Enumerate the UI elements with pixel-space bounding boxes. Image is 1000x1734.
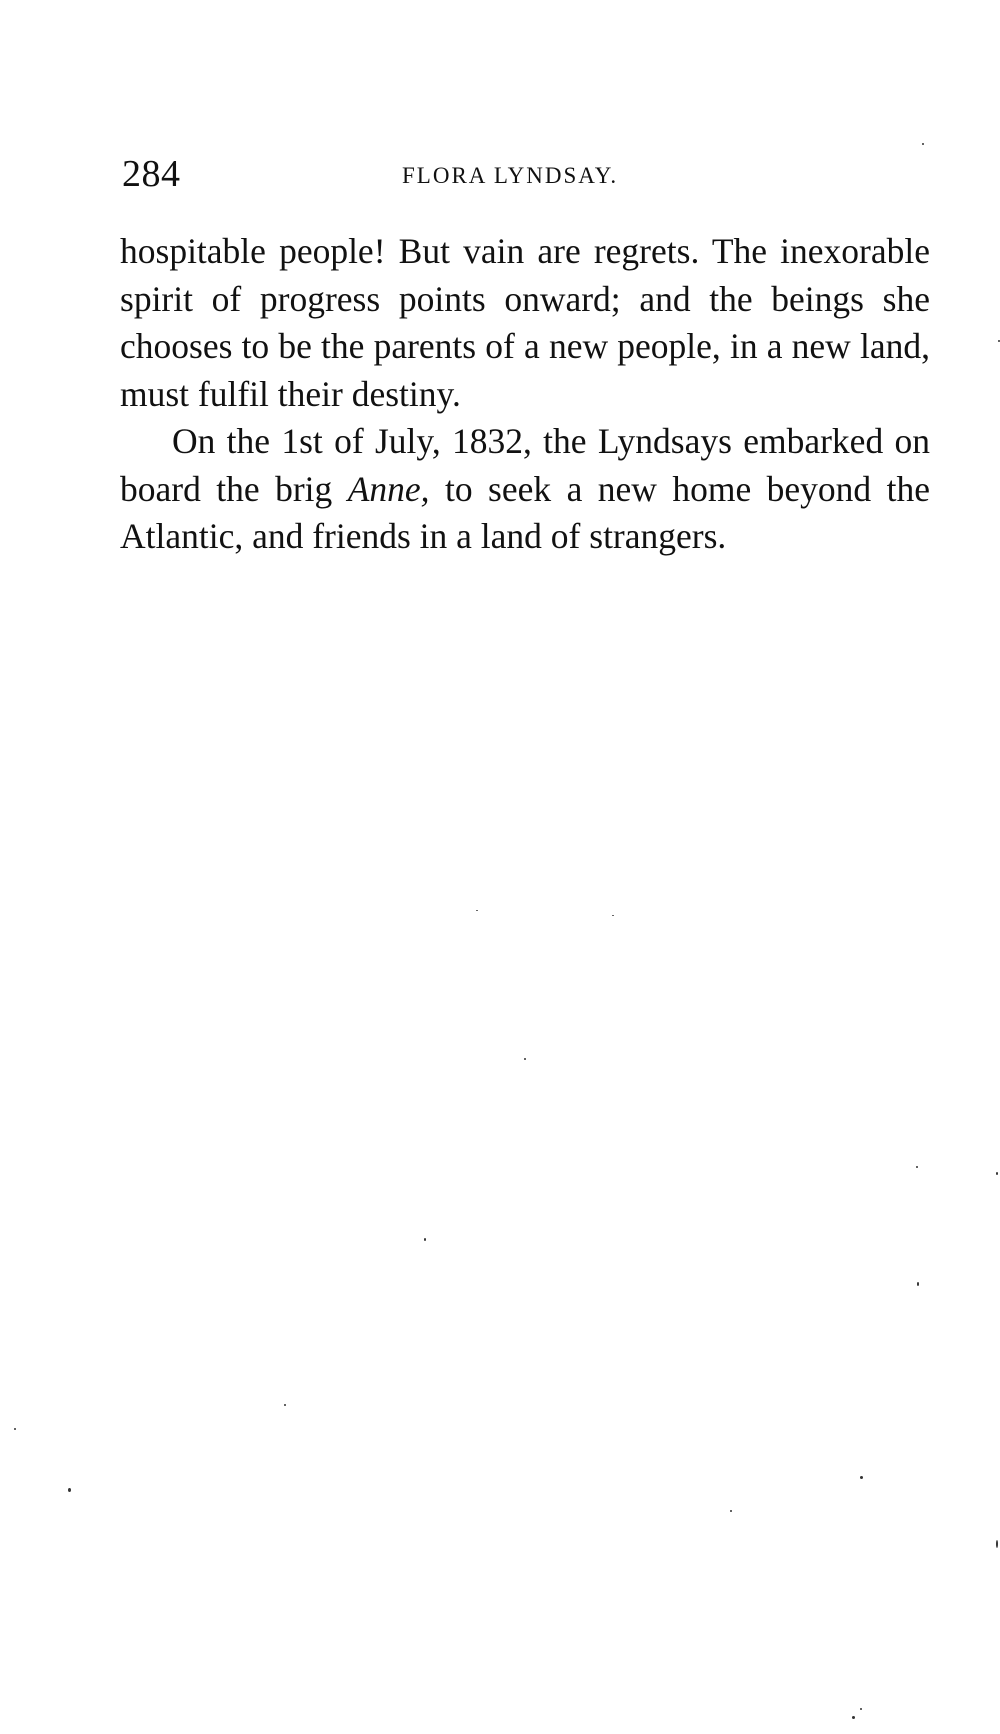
paper-speck bbox=[424, 1238, 426, 1241]
paper-speck bbox=[524, 1058, 526, 1060]
ship-name: Anne, bbox=[347, 468, 430, 509]
paper-speck bbox=[14, 1428, 16, 1430]
paper-speck bbox=[612, 915, 614, 916]
paragraph bbox=[120, 418, 930, 561]
paper-speck bbox=[476, 910, 478, 911]
paragraph-text: On the 1st of July, 1832, the Lyndsays embarked on board the brig bbox=[120, 421, 930, 509]
paper-speck bbox=[68, 1488, 71, 1492]
paper-speck bbox=[996, 1172, 998, 1175]
paper-speck bbox=[860, 1476, 863, 1479]
paper-speck bbox=[996, 1540, 998, 1548]
paper-speck bbox=[730, 1510, 732, 1512]
paragraph: hospitable people! But vain are regrets. The inexorable spirit of progress points onward; and the beings she chooses to be the parents of a new people, in a new land, must fulfil their destiny. bbox=[120, 231, 930, 414]
paragraph-text: to seek a new home beyond the Atlantic, and friends in a land of strangers. bbox=[120, 468, 930, 556]
paper-speck bbox=[917, 1282, 919, 1286]
running-head bbox=[122, 152, 930, 196]
body-text bbox=[120, 228, 930, 561]
paper-speck bbox=[916, 1166, 918, 1168]
paper-speck bbox=[284, 1404, 286, 1406]
paper-speck bbox=[852, 1716, 855, 1719]
running-title: FLORA LYNDSAY. bbox=[402, 163, 619, 188]
page-number: 284 bbox=[122, 153, 181, 195]
paper-speck bbox=[922, 143, 924, 145]
paper-speck bbox=[860, 1708, 862, 1710]
